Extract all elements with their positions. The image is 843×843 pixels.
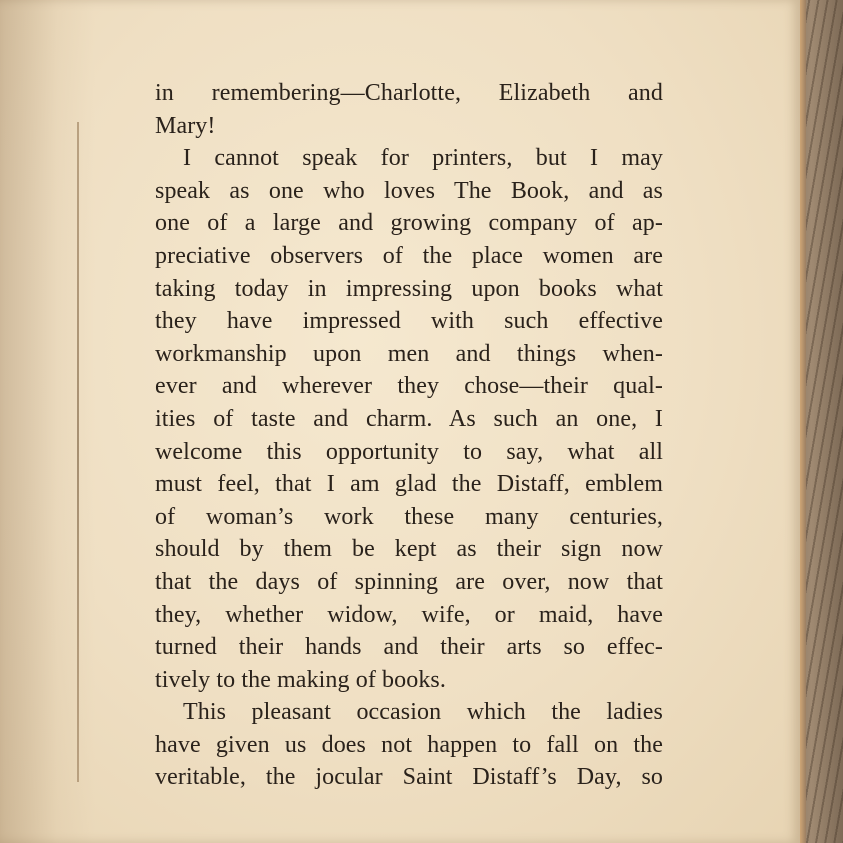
text-line: they, whether widow, wife, or maid, have	[155, 601, 663, 628]
text-line: speak as one who loves The Book, and as	[155, 177, 663, 204]
text-line: ities of taste and charm. As such an one, I	[155, 405, 663, 432]
text-line: in remembering—Charlotte, Elizabeth and	[155, 80, 663, 106]
binding-thread	[77, 122, 79, 782]
text-line: preciative observers of the place women are	[155, 242, 663, 269]
gutter-shadow	[0, 0, 95, 843]
text-line: veritable, the jocular Saint Distaff’s Day, so	[155, 764, 663, 791]
text-line: ever and wherever they chose—their qual-	[155, 373, 663, 400]
text-line: that the days of spinning are over, now that	[155, 568, 663, 595]
text-line: turned their hands and their arts so effec-	[155, 634, 663, 661]
text-line: they have impressed with such effective	[155, 308, 663, 335]
text-line: of woman’s work these many centuries,	[155, 503, 663, 530]
text-line: one of a large and growing company of ap-	[155, 210, 663, 237]
paragraph-first-line: This pleasant occasion which the ladies	[183, 699, 663, 726]
text-line: workmanship upon men and things when-	[155, 340, 663, 367]
text-line: taking today in impressing upon books what	[155, 275, 663, 302]
text-line: tively to the making of books.	[155, 666, 446, 693]
body-text	[155, 77, 663, 794]
text-line: must feel, that I am glad the Distaff, emblem	[155, 471, 663, 498]
text-line: should by them be kept as their sign now	[155, 536, 663, 563]
text-line: Mary!	[155, 112, 216, 139]
text-line: welcome this opportunity to say, what all	[155, 438, 663, 465]
text-line: have given us does not happen to fall on the	[155, 731, 663, 758]
paragraph-first-line: I cannot speak for printers, but I may	[183, 145, 663, 172]
